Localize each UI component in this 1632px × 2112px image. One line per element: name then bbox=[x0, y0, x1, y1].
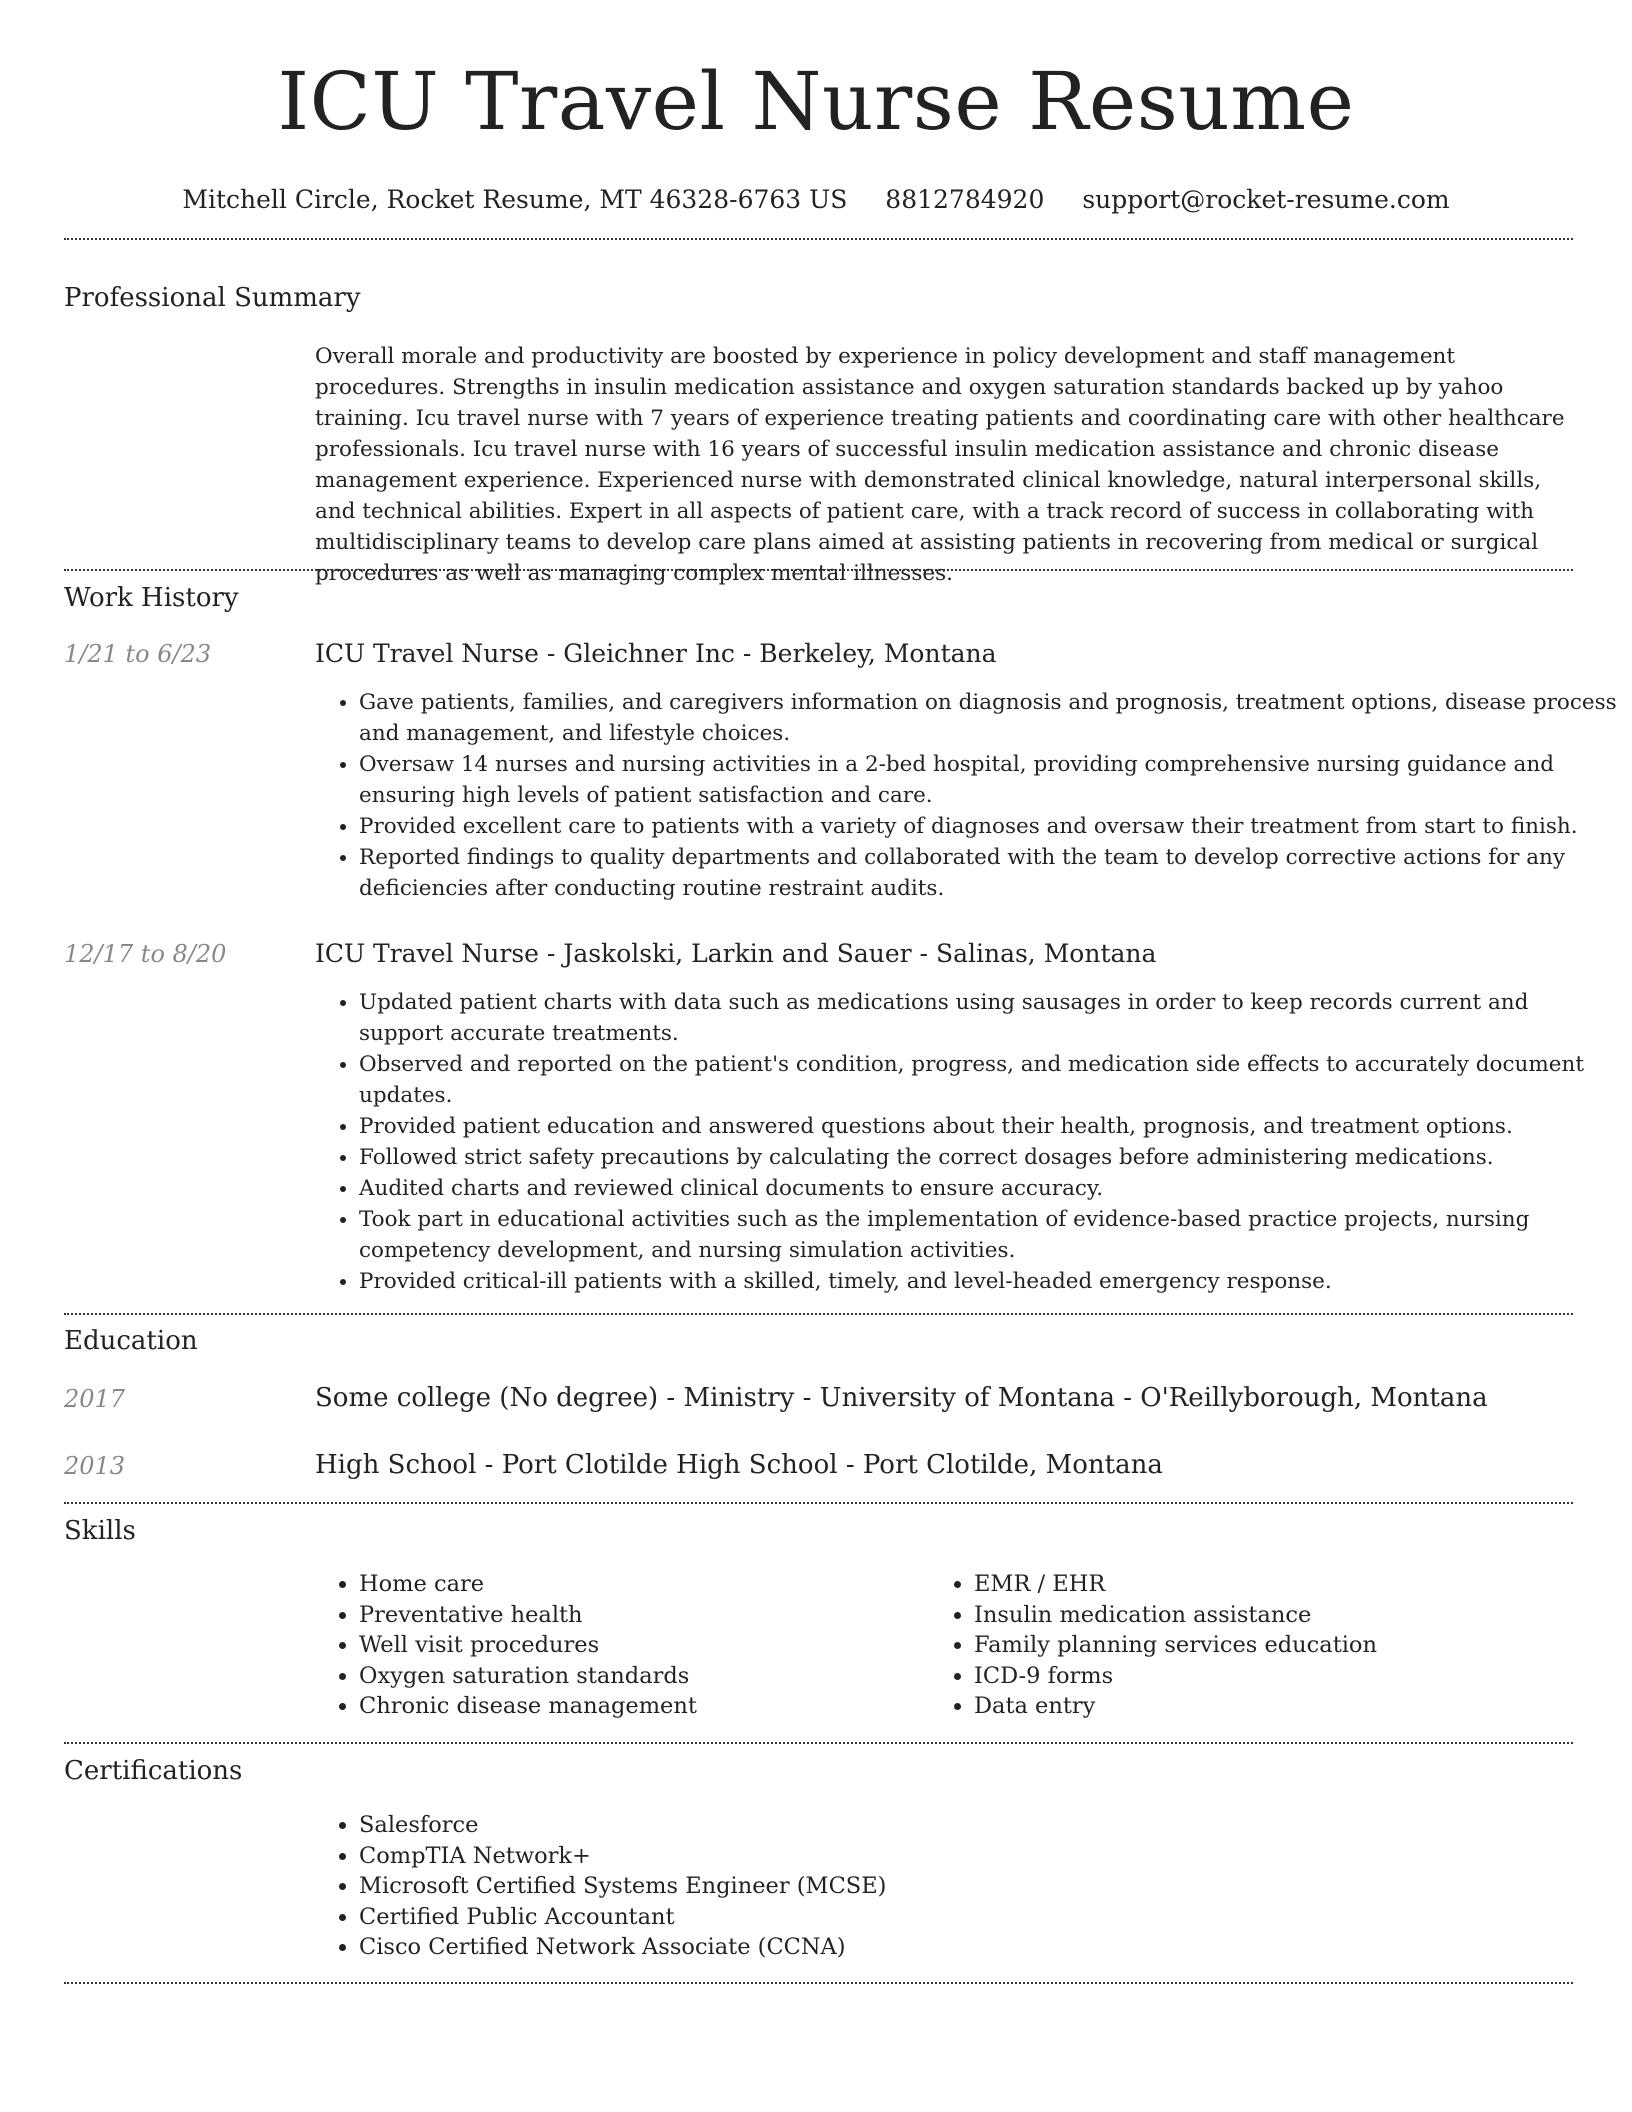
page-title: ICU Travel Nurse Resume bbox=[277, 55, 1355, 148]
job-title: ICU Travel Nurse - Gleichner Inc - Berkeley, Montana bbox=[315, 639, 997, 668]
list-item: • ICD-9 forms bbox=[974, 1661, 1574, 1692]
list-item: • Chronic disease management bbox=[359, 1691, 919, 1722]
divider bbox=[64, 238, 1573, 240]
list-item: • Insulin medication assistance bbox=[974, 1600, 1574, 1631]
job-dates: 12/17 to 8/20 bbox=[64, 940, 227, 968]
list-item: • Provided excellent care to patients with a variety of diagnoses and oversaw their treatment from start to finish. bbox=[359, 811, 1619, 842]
list-item: • Reported findings to quality departments and collaborated with the team to develop corrective actions for any deficiencies after conducting routine restraint audits. bbox=[359, 842, 1619, 904]
job-title: ICU Travel Nurse - Jaskolski, Larkin and Sauer - Salinas, Montana bbox=[315, 939, 1157, 968]
list-item: • Certified Public Accountant bbox=[359, 1902, 1259, 1933]
divider bbox=[64, 1742, 1573, 1744]
list-item: • Salesforce bbox=[359, 1810, 1259, 1841]
certifications-list bbox=[315, 1810, 1259, 1963]
list-item: • Took part in educational activities such as the implementation of evidence-based practice projects, nursing competency development, and nursing simulation activities. bbox=[359, 1204, 1619, 1266]
section-title-certifications: Certifications bbox=[64, 1756, 243, 1786]
list-item: • Home care bbox=[359, 1569, 919, 1600]
list-item: • Oxygen saturation standards bbox=[359, 1661, 919, 1692]
skills-list-left bbox=[315, 1569, 919, 1722]
summary-text: Overall morale and productivity are boosted by experience in policy development and staff management procedures. Strengths in insulin medication assistance and oxygen saturation standards backed up by yahoo training. Icu travel nurse with 7 years of experience treating patients and coordinating care with other healthcare professionals. Icu travel nurse with 16 years of successful insulin medication assistance and chronic disease management experience. Experienced nurse with demonstrated clinical knowledge, natural interpersonal skills, and technical abilities. Expert in all aspects of patient care, with a track record of success in collaborating with multidisciplinary teams to develop care plans aimed at assisting patients in recovering from medical or surgical procedures as well as managing complex mental illnesses. bbox=[315, 344, 1565, 586]
list-item: • EMR / EHR bbox=[974, 1569, 1574, 1600]
section-title-work-history: Work History bbox=[64, 583, 239, 613]
list-item: • Gave patients, families, and caregivers information on diagnosis and prognosis, treatment options, disease process and management, and lifestyle choices. bbox=[359, 687, 1619, 749]
list-item: • Followed strict safety precautions by calculating the correct dosages before administering medications. bbox=[359, 1142, 1619, 1173]
education-title: High School - Port Clotilde High School - Port Clotilde, Montana bbox=[315, 1450, 1163, 1480]
list-item: • Data entry bbox=[974, 1691, 1574, 1722]
job-bullets bbox=[315, 687, 1619, 904]
list-item: • Updated patient charts with data such as medications using sausages in order to keep records current and support accurate treatments. bbox=[359, 987, 1619, 1049]
section-title-education: Education bbox=[64, 1326, 198, 1356]
list-item: • Cisco Certified Network Associate (CCNA) bbox=[359, 1932, 1259, 1963]
divider bbox=[64, 1982, 1573, 1984]
contact-phone: 8812784920 bbox=[885, 185, 1045, 214]
list-item: • Preventative health bbox=[359, 1600, 919, 1631]
education-year: 2013 bbox=[64, 1452, 126, 1480]
contact-line bbox=[0, 184, 1632, 216]
contact-email: support@rocket-resume.com bbox=[1082, 185, 1450, 214]
skills-list-right bbox=[930, 1569, 1574, 1722]
job-bullets bbox=[315, 987, 1619, 1297]
list-item: • Microsoft Certified Systems Engineer (MCSE) bbox=[359, 1871, 1259, 1902]
section-title-summary: Professional Summary bbox=[64, 283, 361, 313]
list-item: • Observed and reported on the patient's condition, progress, and medication side effects to accurately document updates. bbox=[359, 1049, 1619, 1111]
list-item: • Provided patient education and answered questions about their health, prognosis, and treatment options. bbox=[359, 1111, 1619, 1142]
section-title-skills: Skills bbox=[64, 1516, 136, 1546]
education-title: Some college (No degree) - Ministry - University of Montana - O'Reillyborough, Montana bbox=[315, 1383, 1488, 1413]
contact-address: Mitchell Circle, Rocket Resume, MT 46328-6763 US bbox=[182, 185, 848, 214]
divider bbox=[64, 1313, 1573, 1315]
list-item: • Oversaw 14 nurses and nursing activities in a 2-bed hospital, providing comprehensive nursing guidance and ensuring high levels of patient satisfaction and care. bbox=[359, 749, 1619, 811]
list-item: • Audited charts and reviewed clinical documents to ensure accuracy. bbox=[359, 1173, 1619, 1204]
list-item: • Family planning services education bbox=[974, 1630, 1574, 1661]
divider bbox=[64, 569, 1573, 571]
education-year: 2017 bbox=[64, 1385, 126, 1413]
list-item: • CompTIA Network+ bbox=[359, 1841, 1259, 1872]
list-item: • Provided critical-ill patients with a skilled, timely, and level-headed emergency response. bbox=[359, 1266, 1619, 1297]
divider bbox=[64, 1502, 1573, 1504]
job-dates: 1/21 to 6/23 bbox=[64, 640, 212, 668]
list-item: • Well visit procedures bbox=[359, 1630, 919, 1661]
